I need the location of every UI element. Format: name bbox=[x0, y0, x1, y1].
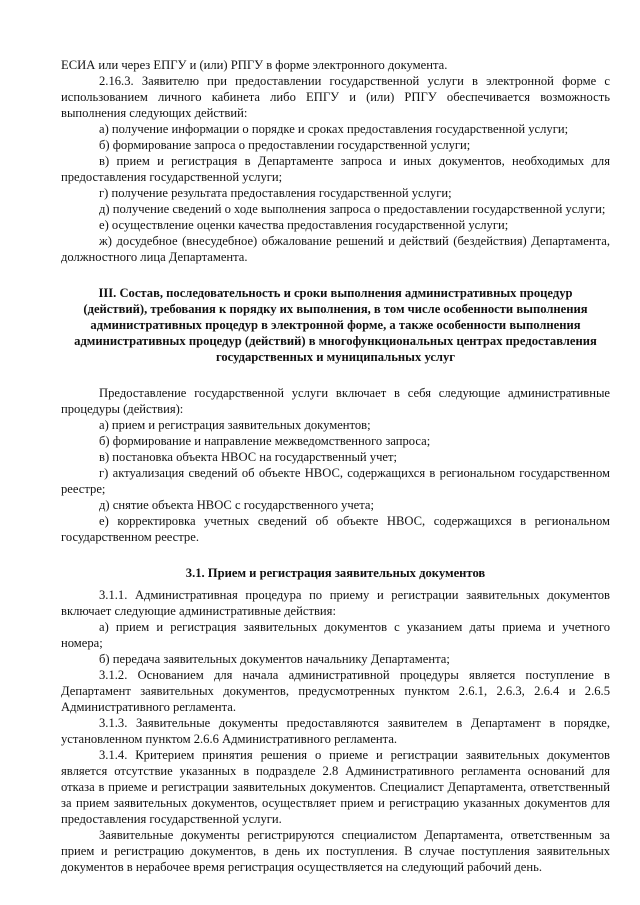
action-a: а) прием и регистрация заявительных документов с указанием даты приема и учетного номера; bbox=[61, 620, 610, 650]
procedure-e: е) корректировка учетных сведений об объекте НВОС, содержащихся в региональном государственном реестре. bbox=[61, 514, 610, 544]
action-b: б) передача заявительных документов начальнику Департамента; bbox=[99, 652, 450, 666]
procedure-d: д) снятие объекта НВОС с государственного учета; bbox=[99, 498, 375, 512]
list-item-v: в) прием и регистрация в Департаменте запроса и иных документов, необходимых для предоставления государственной услуги; bbox=[61, 154, 610, 184]
list-item-d: д) получение сведений о ходе выполнения запроса о предоставлении государственной услуги; bbox=[99, 202, 606, 216]
section-3-intro: Предоставление государственной услуги включает в себя следующие административные процедуры (действия): bbox=[61, 386, 610, 416]
procedure-b: б) формирование и направление межведомственного запроса; bbox=[99, 434, 431, 448]
clause-3-1-3: 3.1.3. Заявительные документы предоставляются заявителем в Департамент в порядке, установленном пунктом 2.6.6 Административного регламента. bbox=[61, 716, 610, 746]
section-3-1-heading: 3.1. Прием и регистрация заявительных документов bbox=[185, 566, 486, 580]
procedure-g: г) актуализация сведений об объекте НВОС, содержащихся в региональном государственном реестре; bbox=[61, 466, 610, 496]
section-3-heading: III. Состав, последовательность и сроки выполнения административных процедур (действий), требования к порядку их выполнения, в том числе особенности выполнения административных процедур в электронной форме, а также особенности выполнения административных процедур (действий) в многофункциональных центрах предоставления государственных и муниципальных услуг bbox=[74, 286, 597, 364]
registration-paragraph: Заявительные документы регистрируются специалистом Департамента, ответственным за прием и регистрацию документов, в день их поступления. В случае поступления заявительных документов в нерабочее время регистрация осуществляется на следующий рабочий день. bbox=[61, 828, 610, 874]
list-item-a: а) получение информации о порядке и сроках предоставления государственной услуги; bbox=[99, 122, 569, 136]
list-item-zh: ж) досудебное (внесудебное) обжалование решений и действий (бездействия) Департамента, должностного лица Департамента. bbox=[61, 234, 610, 264]
list-item-g: г) получение результата предоставления государственной услуги; bbox=[99, 186, 452, 200]
list-item-b: б) формирование запроса о предоставлении государственной услуги; bbox=[99, 138, 471, 152]
intro-continuation: ЕСИА или через ЕПГУ и (или) РПГУ в форме электронного документа. bbox=[61, 58, 448, 72]
clause-3-1-4: 3.1.4. Критерием принятия решения о приеме и регистрации заявительных документов является отсутствие указанных в подразделе 2.8 Административного регламента оснований для отказа в приеме и регистрации заявительных документов. Специалист Департамента, ответственный за прием заявительных документов, осуществляет прием и регистрацию указанных документов для предоставления государственной услуги. bbox=[61, 748, 610, 826]
clause-2-16-3: 2.16.3. Заявителю при предоставлении государственной услуги в электронной форме с использованием личного кабинета либо ЕПГУ и (или) РПГУ обеспечивается возможность выполнения следующих действий: bbox=[61, 74, 610, 120]
list-item-e: е) осуществление оценки качества предоставления государственной услуги; bbox=[99, 218, 509, 232]
clause-3-1-1: 3.1.1. Административная процедура по приему и регистрации заявительных документов включает следующие административные действия: bbox=[61, 588, 610, 618]
clause-3-1-2: 3.1.2. Основанием для начала административной процедуры является поступление в Департамент заявительных документов, предусмотренных пунктом 2.6.1, 2.6.3, 2.6.4 и 2.6.5 Административного регламента. bbox=[61, 668, 610, 714]
procedure-v: в) постановка объекта НВОС на государственный учет; bbox=[99, 450, 398, 464]
procedure-a: а) прием и регистрация заявительных документов; bbox=[99, 418, 371, 432]
